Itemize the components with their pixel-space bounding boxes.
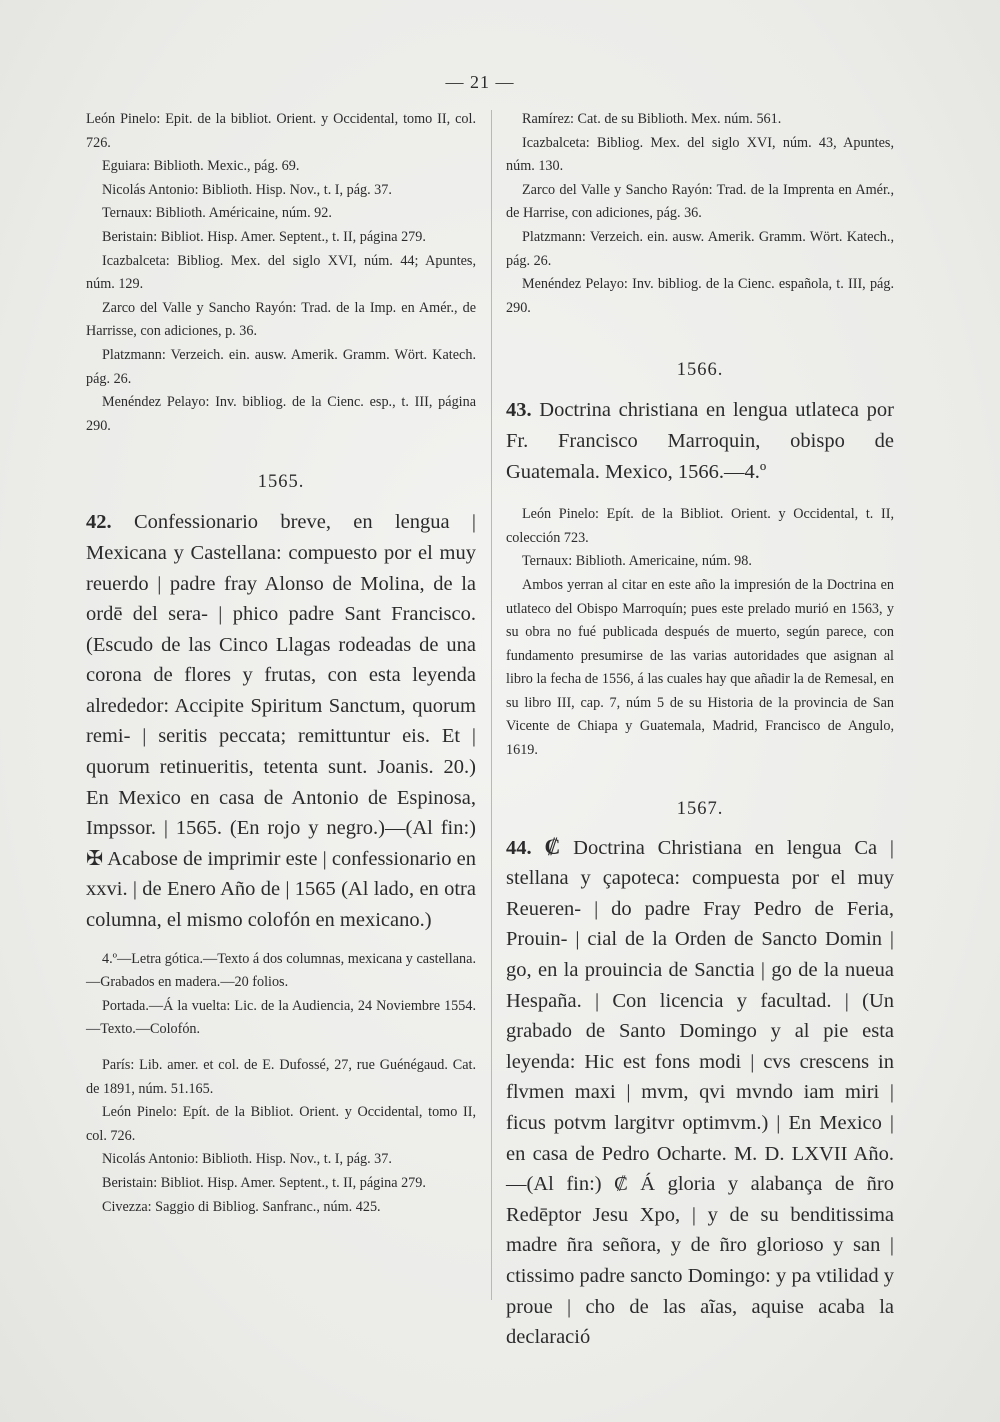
references-block-1 [506,108,894,320]
entry-number: 42. [86,511,112,534]
reference-line: León Pinelo: Epit. de la bibliot. Orient. y Occidental, tomo II, col. 726. [86,111,476,151]
column-divider [491,110,492,1300]
reference-line: Icazbalceta: Bibliog. Mex. del siglo XVI, núm. 43, Apuntes, núm. 130. [506,134,894,175]
reference-line: Beristain: Bibliot. Hisp. Amer. Septent., t. II, página 279. [102,1174,426,1191]
left-column [86,108,476,1219]
reference-line: Zarco del Valle y Sancho Rayón: Trad. de la Imp. en Amér., de Harrisse, con adiciones, p. 36. [86,299,476,340]
page-number: — 21 — [445,72,515,92]
references-block-1 [86,108,476,438]
references-block-2 [86,1054,476,1219]
description-block [86,948,476,1042]
reference-line: Platzmann: Verzeich. ein. ausw. Amerik. Gramm. Wört. Katech., pág. 26. [506,228,894,269]
reference-line: Icazbalceta: Bibliog. Mex. del siglo XVI, núm. 44; Apuntes, núm. 129. [86,252,476,293]
reference-line: Ambos yerran al citar en este año la impresión de la Doctrina en utlateco del Obispo Marroquín; pues este prelado murió en 1563, y su obra no fué publicada después de muerto, según parece, con fundamento presumirse de las varias autoridades que asignan al libro la fecha de 1556, á las cuales hay que añadir la de Remesal, en su libro III, cap. 7, núm 5 de su Historia de la provincia de San Vicente de Chiapa y Guatemala, Madrid, Francisco de Angulo, 1619. [506,576,894,759]
right-column [506,108,894,1353]
entry-number: 44. [506,836,532,859]
description-line: 4.º—Letra gótica.—Texto á dos columnas, mexicana y castellana.—Grabados en madera.—20 folios. [86,950,476,991]
description-line: Portada.—Á la vuelta: Lic. de la Audiencia, 24 Noviembre 1554.—Texto.—Colofón. [86,997,476,1038]
reference-line: Menéndez Pelayo: Inv. bibliog. de la Cienc. esp., t. III, página 290. [86,394,476,434]
reference-line: Platzmann: Verzeich. ein. ausw. Amerik. Gramm. Wört. Katech. pág. 26. [86,346,476,387]
entry-43 [506,395,894,487]
entry-44 [506,832,894,1353]
year-heading: 1566. [676,360,724,381]
reference-line: Civezza: Saggio di Bibliog. Sanfranc., núm. 425. [102,1198,381,1215]
reference-line: Ternaux: Biblioth. Américaine, núm. 92. [102,205,332,222]
reference-line: Nicolás Antonio: Biblioth. Hisp. Nov., t. I, pág. 37. [102,1151,392,1168]
entry-42 [86,507,476,935]
reference-line: León Pinelo: Epít. de la Bibliot. Orient. y Occidental, t. II, colección 723. [506,506,894,546]
entry-number: 43. [506,399,532,422]
reference-line: Beristain: Bibliot. Hisp. Amer. Septent., t. II, página 279. [102,228,426,245]
entry-text: Confessionario breve, en lengua | Mexicana y Castellana: compuesto por el muy reuerdo | padre fray Alonso de Molina, de la ordē del sera- | phico padre Sant Francisco. (Escudo de las Cinco Llagas rodeadas de una corona de flores y frutas, con esta leyenda alrededor: Accipite Spiritum Sanctum, quorum remi- | seritis peccata; remittuntur eis. Et | quorum retinueritis, tetenta sunt. Joanis. 20.) En Mexico en casa de Antonio de Espinosa, Impssor. | 1565. (En rojo y negro.)—(Al fin:) ✠ Acabose de imprimir este | confessionario en xxvi. | de Enero Año de | 1565 (Al lado, en otra columna, el mismo colofón en mexicano.) [86,511,477,932]
reference-line: León Pinelo: Epít. de la Bibliot. Orient. y Occidental, tomo II, col. 726. [86,1104,476,1144]
entry-text: Doctrina Christiana en lengua Ca | stellana y çapoteca: compuesta por el muy Reueren- | do padre Fray Pedro de Feria, Prouin- | cial de la Orden de Sancto Domin | go, en la prouincia de Sanctia | go de la nueua Hespaña. | Con licencia y facultad. | (Un grabado de Santo Domingo y al pie esta leyenda: Hic est fons modi | cvs crescens in flvmen maxi | mvm, qvi mvndo iam miri | ficus potvm largitvr optimvm.) | En Mexico | en casa de Pedro Ocharte. M. D. LXVII Año.—(Al fin:) ₡ Á gloria y alabança de ñro Redēptor Jesu Xpo, | y de su benditissima madre ñra señora, y de ñro glorioso y san | ctissimo padre sancto Domingo: y pa vtilidad y proue | cho de las aĩas, aquise acaba la declaració [506,836,895,1349]
reference-line: Nicolás Antonio: Biblioth. Hisp. Nov., t. I, pág. 37. [102,181,392,198]
references-block-2 [506,503,894,763]
reference-line: Eguiara: Biblioth. Mexic., pág. 69. [102,158,300,175]
entry-text: Doctrina christiana en lengua utlateca por Fr. Francisco Marroquin, obispo de Guatemala. Mexico, 1566.—4.º [506,399,894,483]
reference-line: París: Lib. amer. et col. de E. Dufossé, 27, rue Guénégaud. Cat. de 1891, núm. 51.165. [86,1057,476,1097]
reference-line: Ternaux: Biblioth. Americaine, núm. 98. [522,553,752,570]
reference-line: Ramírez: Cat. de su Biblioth. Mex. núm. 561. [522,111,782,127]
paragraph-mark-icon: ₡ [544,833,561,859]
year-heading: 1565. [257,472,305,493]
reference-line: Zarco del Valle y Sancho Rayón: Trad. de la Imprenta en Amér., de Harrise, con adiciones, pág. 36. [506,181,894,222]
reference-line: Menéndez Pelayo: Inv. bibliog. de la Cienc. española, t. III, pág. 290. [506,276,894,316]
year-heading: 1567. [676,798,724,819]
